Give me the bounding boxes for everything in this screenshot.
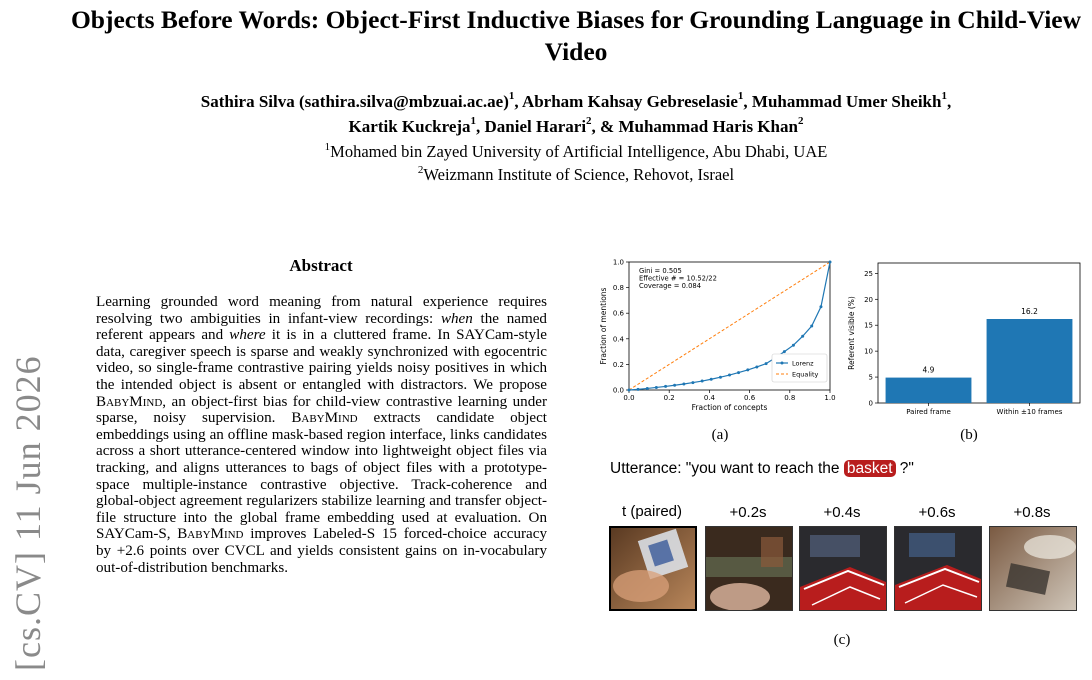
lorenz-point: [719, 376, 722, 379]
x-tick-label: 1.0: [824, 394, 836, 402]
caption-c: (c): [833, 632, 851, 648]
video-frame-0-6s: [894, 526, 982, 611]
affiliation-text: Weizmann Institute of Science, Rehovot, Israel: [423, 165, 735, 184]
stats-annotation: Effective # = 10.52/22: [639, 274, 717, 283]
bar: [987, 319, 1073, 403]
y-axis-label: Referent visible (%): [847, 296, 856, 370]
paper-title: Objects Before Words: Object-First Inductive Biases for Grounding Language in Child-View Video: [70, 5, 1082, 66]
lorenz-point: [682, 382, 685, 385]
lorenz-point: [755, 365, 758, 368]
arxiv-stamp-text: [cs.CV] 11 Jun 2026: [8, 355, 48, 671]
affiliation-line: [60, 140, 1092, 163]
lorenz-point: [728, 374, 731, 377]
frame-label: +0.6s: [918, 504, 956, 521]
arxiv-stamp: [4, 300, 52, 680]
affiliation-number: 2: [417, 163, 424, 176]
method-name: BabyMind: [96, 393, 163, 410]
frame-label: +0.2s: [729, 504, 767, 521]
affiliation-number: 1: [324, 140, 331, 153]
bar-data-label: 4.9: [922, 365, 935, 375]
caption-a: (a): [711, 427, 729, 443]
affiliation-line: [60, 163, 1092, 186]
video-frame-paired: [609, 526, 697, 611]
lorenz-point: [737, 371, 740, 374]
x-tick-label: 0.4: [703, 394, 715, 402]
x-tick-label: 0.6: [744, 394, 756, 402]
frame-label: +0.8s: [1013, 504, 1051, 521]
affiliation-marker: 1: [941, 90, 947, 103]
utterance-highlight: basket: [844, 460, 896, 477]
lorenz-point: [792, 344, 795, 347]
lorenz-point: [746, 368, 749, 371]
y-tick-label: 5: [868, 373, 873, 382]
video-frame-0-2s: [705, 526, 793, 611]
affiliations: [60, 140, 1092, 186]
bar: [886, 378, 972, 403]
video-frame-0-8s: [989, 526, 1077, 611]
affiliation-marker: 2: [797, 115, 804, 128]
y-tick-label: 0.4: [612, 335, 624, 344]
x-tick-label: 0.8: [784, 394, 796, 402]
legend-lorenz-label: Lorenz: [792, 359, 814, 368]
stats-annotation: Gini = 0.505: [639, 267, 682, 275]
y-axis-label: Fraction of mentions: [599, 287, 608, 365]
lorenz-point: [801, 335, 804, 338]
affiliation-marker: 1: [470, 115, 477, 128]
author-name: Muhammad Haris Khan: [618, 117, 798, 136]
video-frame-0-4s: [799, 526, 887, 611]
affiliation-marker: 1: [737, 90, 744, 103]
method-name: BabyMind: [177, 526, 244, 543]
lorenz-point: [710, 378, 713, 381]
lorenz-point: [810, 325, 813, 328]
caption-b: (b): [960, 427, 978, 443]
y-tick-label: 0.2: [612, 360, 624, 369]
lorenz-point: [691, 381, 694, 384]
utterance-suffix: ?": [895, 460, 914, 477]
y-tick-label: 0.0: [612, 386, 624, 395]
frame-label: +0.4s: [823, 504, 861, 521]
frame-label: t (paired): [621, 503, 683, 520]
abstract-body: Learning grounded word meaning from natural experience requires resolving two ambiguities in infant-view recordings: when the named referent appears and where it is in a cluttered frame. In SAYCam-style data, caregiver speech is sparse and weakly synchronized with egocentric video, so single-frame contrastive pairing yields noisy positives in which the intended object is absent or entangled with distractors. We propose BabyMind, an object-first bias for child-view contrastive learning under sparse, noisy supervision. BabyMind extracts candidate object embeddings using an offline mask-based region interface, links candidates across a short utterance-centered window into lightweight object files via tracking, and aligns utterances to bags of object files with a prototype-space multiple-instance contrastive objective. Track-coherence and global-object agreement regularizers stabilize learning and transfer object-file structure into the global frame embedding used at evaluation. On SAYCam-S, BabyMind improves Labeled-S 15 forced-choice accuracy by +2.6 points over CVCL and yields consistent gains on in-vocabulary out-of-distribution benchmarks.: [96, 294, 547, 576]
lorenz-point: [673, 384, 676, 387]
x-tick-label: 0.2: [663, 394, 675, 402]
lorenz-point: [819, 305, 822, 308]
y-tick-label: 20: [864, 295, 873, 304]
x-tick-label: 0.0: [623, 394, 635, 402]
lorenz-point: [765, 362, 768, 365]
lorenz-point: [628, 389, 631, 392]
y-tick-label: 0.6: [612, 309, 624, 318]
utterance-line: [610, 460, 914, 478]
author-name: Muhammad Umer Sheikh: [751, 92, 942, 111]
y-tick-label: 10: [864, 347, 873, 356]
lorenz-chart: [598, 255, 842, 417]
legend-lorenz-marker: [781, 362, 784, 365]
x-tick-label: Within ±10 frames: [996, 408, 1063, 416]
legend-equality-label: Equality: [792, 370, 819, 379]
lorenz-point: [783, 350, 786, 353]
author-name: Sathira Silva (sathira.silva@mbzuai.ac.ae): [200, 92, 509, 111]
affiliation-marker: 1: [508, 90, 515, 103]
lorenz-point: [701, 380, 704, 383]
y-tick-label: 25: [864, 269, 873, 278]
y-tick-label: 1.0: [612, 258, 624, 267]
author-list: Sathira Silva (sathira.silva@mbzuai.ac.ae)$^1$, Abrham Kahsay Gebreselasie$^1$, Muhammad Umer Sheikh$^1$, Kartik Kuckreja$^1$, Daniel Harari$^2$, & Muhammad Haris Khan$^2$: [200, 90, 952, 136]
affiliation-text: Mohamed bin Zayed University of Artificial Intelligence, Abu Dhabi, UAE: [330, 142, 828, 161]
lorenz-point: [664, 385, 667, 388]
abstract-heading: Abstract: [289, 256, 353, 275]
author-name: Daniel Harari: [484, 117, 587, 136]
stats-annotation: Coverage = 0.084: [639, 282, 702, 290]
x-axis-label: Fraction of concepts: [691, 403, 768, 412]
lorenz-point: [829, 261, 832, 264]
lorenz-point: [646, 387, 649, 390]
y-tick-label: 0.8: [612, 284, 624, 293]
y-tick-label: 0: [868, 399, 873, 408]
referent-bar-chart: [846, 255, 1086, 417]
lorenz-point: [637, 388, 640, 391]
affiliation-marker: 2: [586, 115, 592, 128]
author-name: Kartik Kuckreja: [348, 117, 471, 136]
method-name: BabyMind: [291, 410, 358, 427]
lorenz-point: [655, 386, 658, 389]
utterance-prefix: Utterance: "you want to reach the: [610, 460, 844, 477]
x-tick-label: Paired frame: [906, 408, 951, 416]
y-tick-label: 15: [864, 321, 873, 330]
author-name: Abrham Kahsay Gebreselasie: [521, 92, 738, 111]
bar-data-label: 16.2: [1021, 307, 1038, 316]
